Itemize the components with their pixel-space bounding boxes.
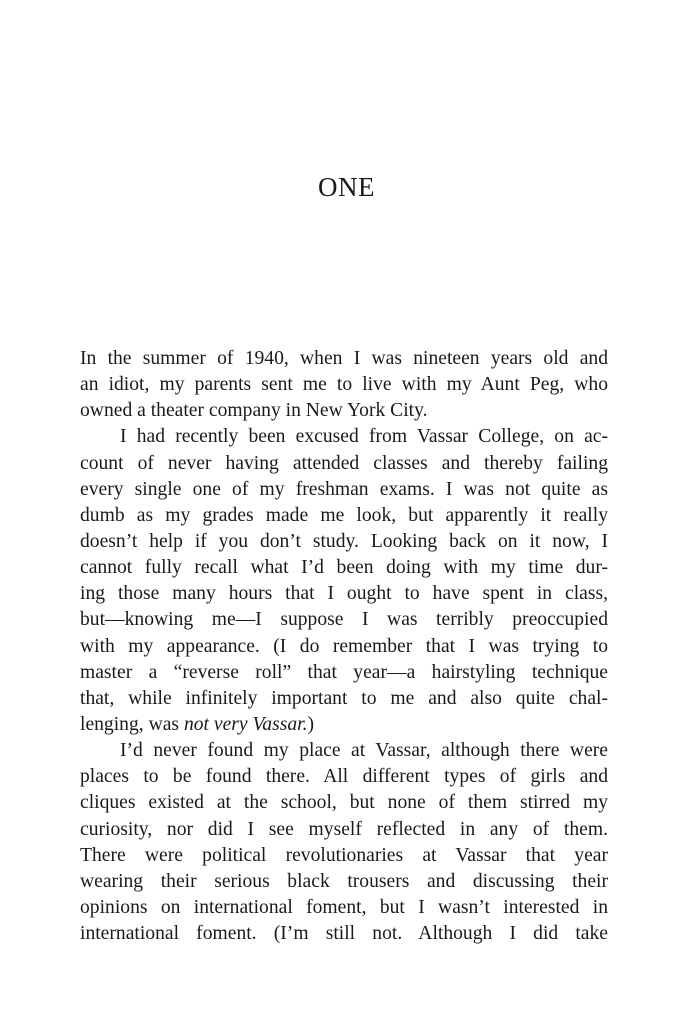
italic-phrase: not very Vassar. [183,713,308,735]
chapter-title: ONE [318,172,375,202]
text-line: master a “reverse roll” that year—a hairstyling technique [80,661,608,683]
text-line: I had recently been excused from Vassar College, on ac- [120,426,608,448]
text-segment: lenging, was [80,713,184,735]
text-line: opinions on international foment, but I wasn’t interested in [80,896,608,918]
text-line: with my appearance. (I do remember that I was trying to [80,635,608,657]
text-line: dumb as my grades made me look, but apparently it really [80,504,608,526]
text-line: doesn’t help if you don’t study. Looking back on it now, I [80,530,608,552]
text-line: cliques existed at the school, but none of them stirred my [80,792,608,814]
chapter-body [80,346,608,947]
text-line: places to be found there. All different types of girls and [80,766,608,788]
text-line: curiosity, nor did I see myself reflected in any of them. [80,818,608,840]
text-line: every single one of my freshman exams. I was not quite as [80,478,608,500]
text-line: In the summer of 1940, when I was nineteen years old and [80,348,608,369]
text-line: international foment. (I’m still not. Although I did take [80,923,608,945]
text-line: I’d never found my place at Vassar, although there were [120,740,608,762]
text-line: There were political revolutionaries at Vassar that year [80,844,608,866]
text-line: that, while infinitely important to me and also quite chal- [80,687,608,709]
text-line: count of never having attended classes and thereby failing [80,452,608,474]
text-line-with-italic [80,712,608,738]
text-line: ing those many hours that I ought to have spent in class, [80,583,608,605]
text-line: cannot fully recall what I’d been doing with my time dur- [80,557,608,579]
text-line: owned a theater company in New York City. [80,400,428,422]
text-line: wearing their serious black trousers and discussing their [80,870,608,892]
text-line: an idiot, my parents sent me to live with my Aunt Peg, who [80,374,608,396]
text-line: but—knowing me—I suppose I was terribly preoccupied [80,609,608,631]
text-segment: ) [307,713,315,735]
